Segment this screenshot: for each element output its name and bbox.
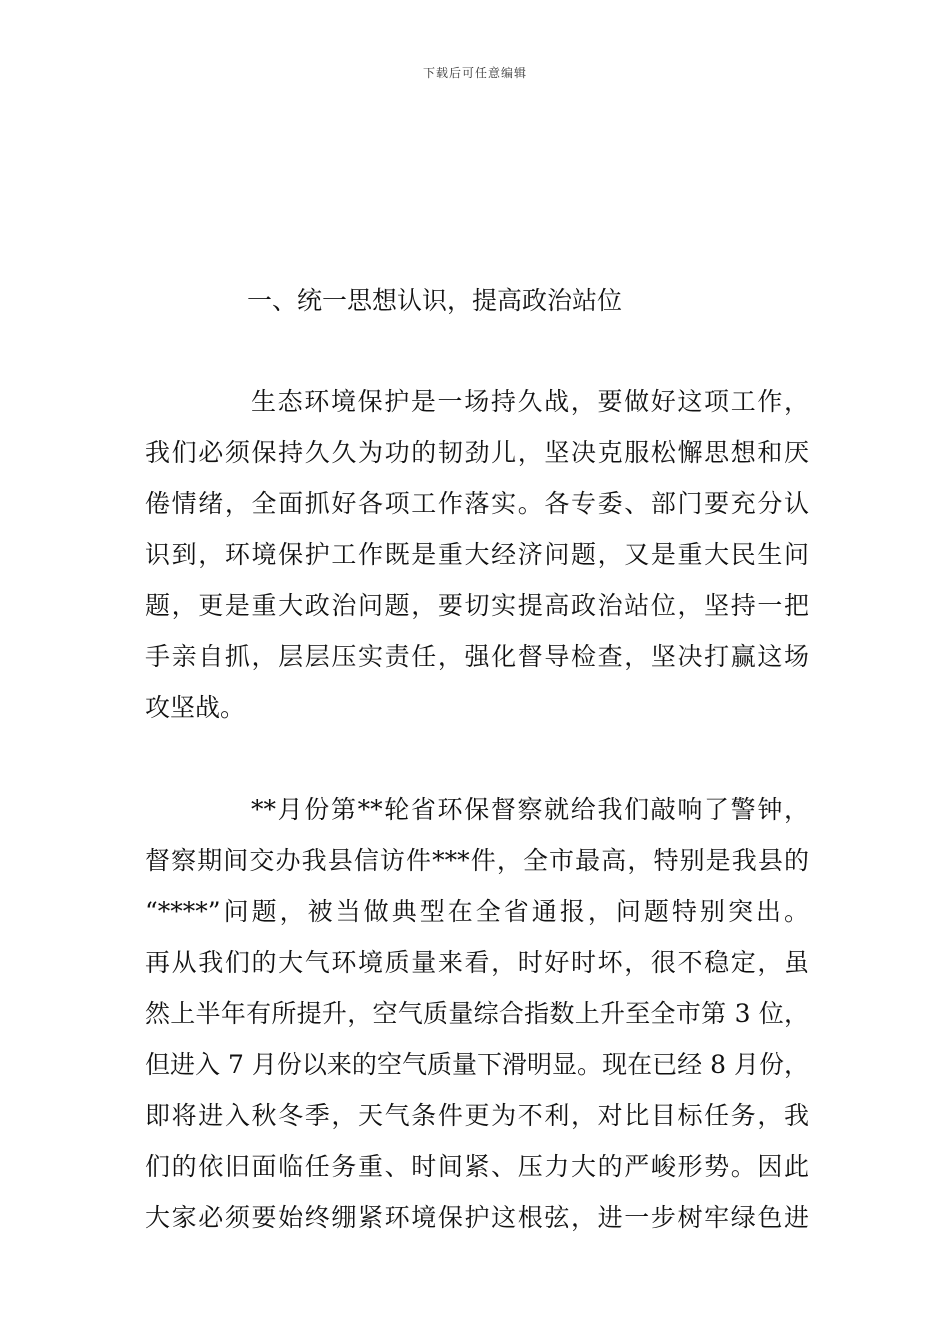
text-line: 们的依旧面临任务重、时间紧、压力大的严峻形势。因此	[145, 1152, 809, 1181]
text-line: 题，更是重大政治问题，要切实提高政治站位，坚持一把	[145, 591, 809, 620]
paragraph-2	[145, 784, 809, 1243]
text-line: **月份第**轮省环保督察就给我们敲响了警钟，	[251, 795, 809, 824]
section-heading: 一、统一思想认识，提高政治站位	[247, 286, 623, 315]
text-line: 生态环境保护是一场持久战，要做好这项工作，	[251, 387, 809, 416]
header-note: 下载后可任意编辑	[422, 66, 527, 80]
text-line: 然上半年有所提升，空气质量综合指数上升至全市第 3 位，	[145, 999, 809, 1028]
text-line: 识到，环境保护工作既是重大经济问题，又是重大民生问	[145, 540, 809, 569]
text-line: 手亲自抓，层层压实责任，强化督导检查，坚决打赢这场	[145, 642, 809, 671]
text-line: 即将进入秋冬季，天气条件更为不利，对比目标任务，我	[145, 1101, 809, 1130]
text-line: 但进入 7 月份以来的空气质量下滑明显。现在已经 8 月份，	[145, 1050, 809, 1079]
text-line: 攻坚战。	[145, 693, 246, 722]
text-line: 督察期间交办我县信访件***件，全市最高，特别是我县的	[145, 846, 809, 875]
text-line: 倦情绪，全面抓好各项工作落实。各专委、部门要充分认	[145, 489, 809, 518]
document-body	[145, 278, 809, 1243]
text-line: 大家必须要始终绷紧环境保护这根弦，进一步树牢绿色进	[145, 1203, 809, 1232]
text-line: “****”问题，被当做典型在全省通报，问题特别突出。	[145, 897, 809, 926]
text-line: 我们必须保持久久为功的韧劲儿，坚决克服松懈思想和厌	[145, 438, 809, 467]
paragraph-1	[145, 376, 809, 733]
text-line: 再从我们的大气环境质量来看，时好时坏，很不稳定，虽	[145, 948, 809, 977]
